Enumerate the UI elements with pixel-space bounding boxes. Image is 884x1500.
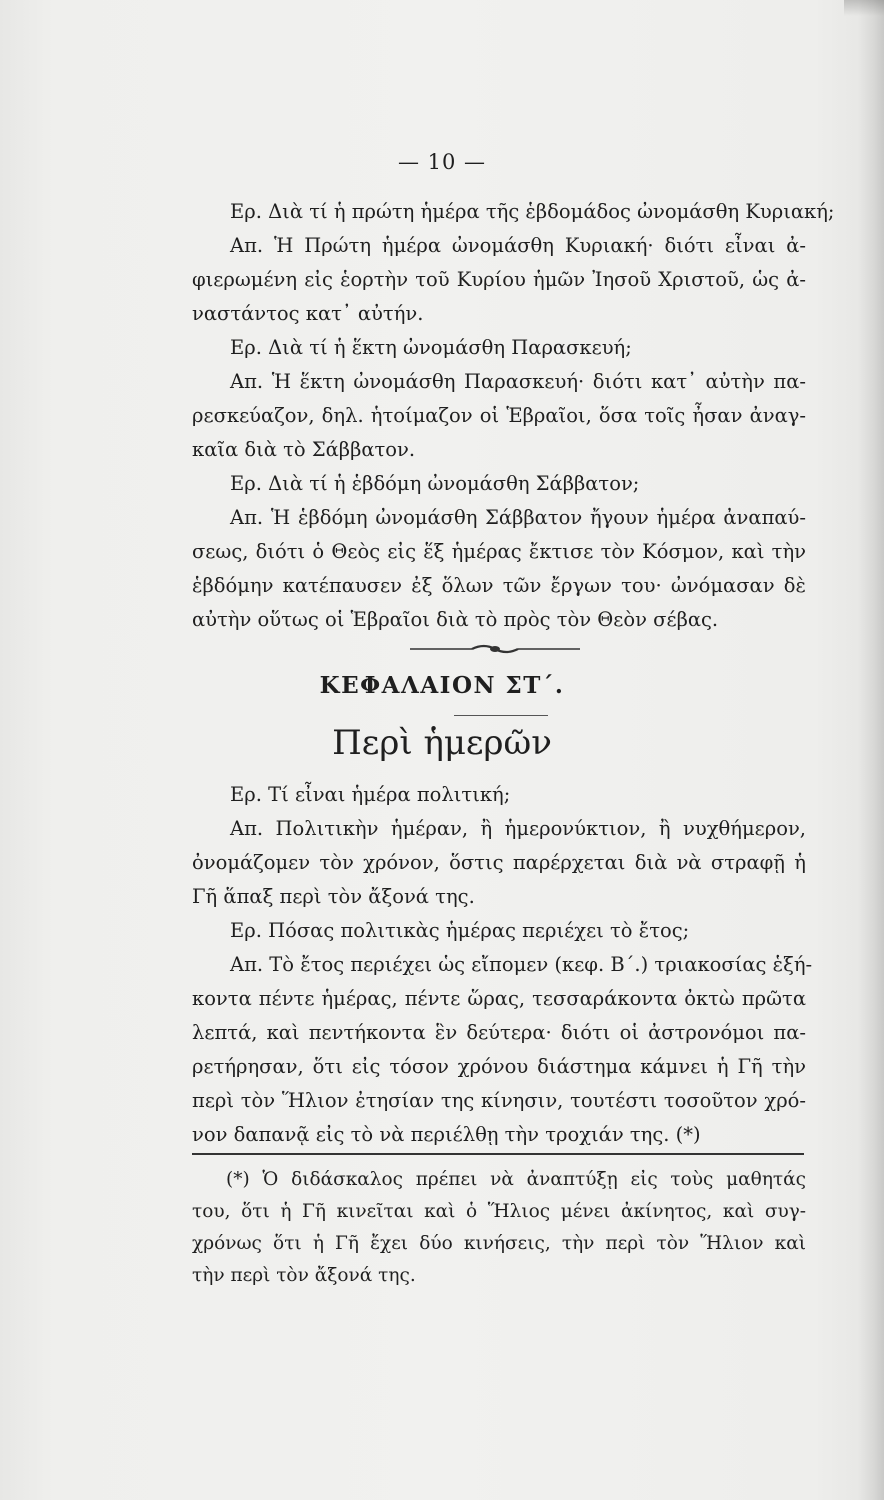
text-line: Ερ. Τί εἶναι ἡμέρα πολιτική; (230, 783, 511, 806)
text-line: ὀνομάζομεν τὸν χρόνον, ὅστις παρέρχεται διὰ νὰ στραφῇ ἡ (192, 851, 806, 874)
text-line: Γῆ ἅπαξ περὶ τὸν ἄξονά της. (192, 885, 475, 908)
chapter-heading: ΚΕΦΑΛΑΙΟΝ ΣΤ΄. (319, 672, 565, 699)
text-line: Απ. Ἡ Πρώτη ἡμέρα ὠνομάσθη Κυριακή· διότι εἶναι ἀ- (230, 234, 806, 257)
text-line: Ερ. Διὰ τί ἡ πρώτη ἡμέρα τῆς ἑβδομάδος ὠνομάσθη Κυριακή; (230, 200, 835, 223)
page-corner-shadow (844, 0, 884, 16)
text-line: ἑβδόμην κατέπαυσεν ἐξ ὅλων τῶν ἔργων του· ὠνόμασαν δὲ (192, 574, 806, 597)
text-line: Ερ. Διὰ τί ἡ ἑβδόμη ὠνομάσθη Σάββατον; (230, 472, 640, 495)
text-line: καῖα διὰ τὸ Σάββατον. (192, 438, 416, 461)
text-line: περὶ τὸν Ἥλιον ἐτησίαν της κίνησιν, τουτέστι τοσοῦτον χρό- (192, 1089, 806, 1112)
text-line: φιερωμένη εἰς ἑορτὴν τοῦ Κυρίου ἡμῶν Ἰησοῦ Χριστοῦ, ὡς ἀ- (192, 268, 806, 291)
text-line: ναστάντος κατ᾽ αὐτήν. (192, 302, 424, 325)
text-line: Ερ. Διὰ τί ἡ ἕκτη ὠνομάσθη Παρασκευή; (230, 336, 632, 359)
footnote-line: του, ὅτι ἡ Γῆ κινεῖται καὶ ὁ Ἥλιος μένει ἀκίνητος, καὶ συγ- (192, 1201, 806, 1222)
text-line: ρετήρησαν, ὅτι εἰς τόσον χρόνου διάστημα κάμνει ἡ Γῆ τὴν (192, 1055, 806, 1078)
page-number: — 10 — (397, 150, 487, 174)
text-line: λεπτά, καὶ πεντήκοντα ἓν δεύτερα· διότι οἱ ἀστρονόμοι πα- (192, 1021, 806, 1044)
chapter-subheading: Περὶ ἡμερῶν (332, 723, 552, 763)
ornament-divider (410, 642, 580, 656)
text-line: Απ. Ἡ ἑβδόμη ὠνομάσθη Σάββατον ἤγουν ἡμέρα ἀναπαύ- (230, 506, 806, 529)
text-line: Ερ. Πόσας πολιτικὰς ἡμέρας περιέχει τὸ ἔτος; (230, 919, 690, 942)
footnote-line: χρόνως ὅτι ἡ Γῆ ἔχει δύο κινήσεις, τὴν περὶ τὸν Ἥλιον καὶ (192, 1233, 806, 1254)
text-line: νον δαπανᾷ εἰς τὸ νὰ περιέλθῃ τὴν τροχιάν της. (*) (192, 1123, 701, 1146)
text-line: κοντα πέντε ἡμέρας, πέντε ὥρας, τεσσαράκοντα ὀκτὼ πρῶτα (192, 987, 806, 1010)
footnote-line: (*) Ὁ διδάσκαλος πρέπει νὰ ἀναπτύξῃ εἰς τοὺς μαθητάς (226, 1169, 806, 1190)
footnote-rule (192, 1153, 804, 1155)
text-line: σεως, διότι ὁ Θεὸς εἰς ἕξ ἡμέρας ἔκτισε τὸν Κόσμον, καὶ τὴν (192, 540, 806, 563)
text-line: Απ. Τὸ ἔτος περιέχει ὡς εἴπομεν (κεφ. Β΄.) τριακοσίας ἑξή- (230, 953, 813, 976)
text-line: Απ. Ἡ ἕκτη ὠνομάσθη Παρασκευή· διότι κατ᾽ αὐτὴν πα- (230, 370, 806, 393)
text-line: ρεσκεύαζον, δηλ. ἡτοίμαζον οἱ Ἑβραῖοι, ὅσα τοῖς ἦσαν ἀναγ- (192, 404, 806, 427)
heading-rule (454, 715, 548, 716)
footnote-line: τὴν περὶ τὸν ἄξονά της. (192, 1265, 416, 1286)
text-line: αὐτὴν οὕτως οἱ Ἑβραῖοι διὰ τὸ πρὸς τὸν Θεὸν σέβας. (192, 608, 719, 631)
text-line: Απ. Πολιτικὴν ἡμέραν, ἢ ἡμερονύκτιον, ἢ νυχθήμερον, (230, 817, 806, 840)
